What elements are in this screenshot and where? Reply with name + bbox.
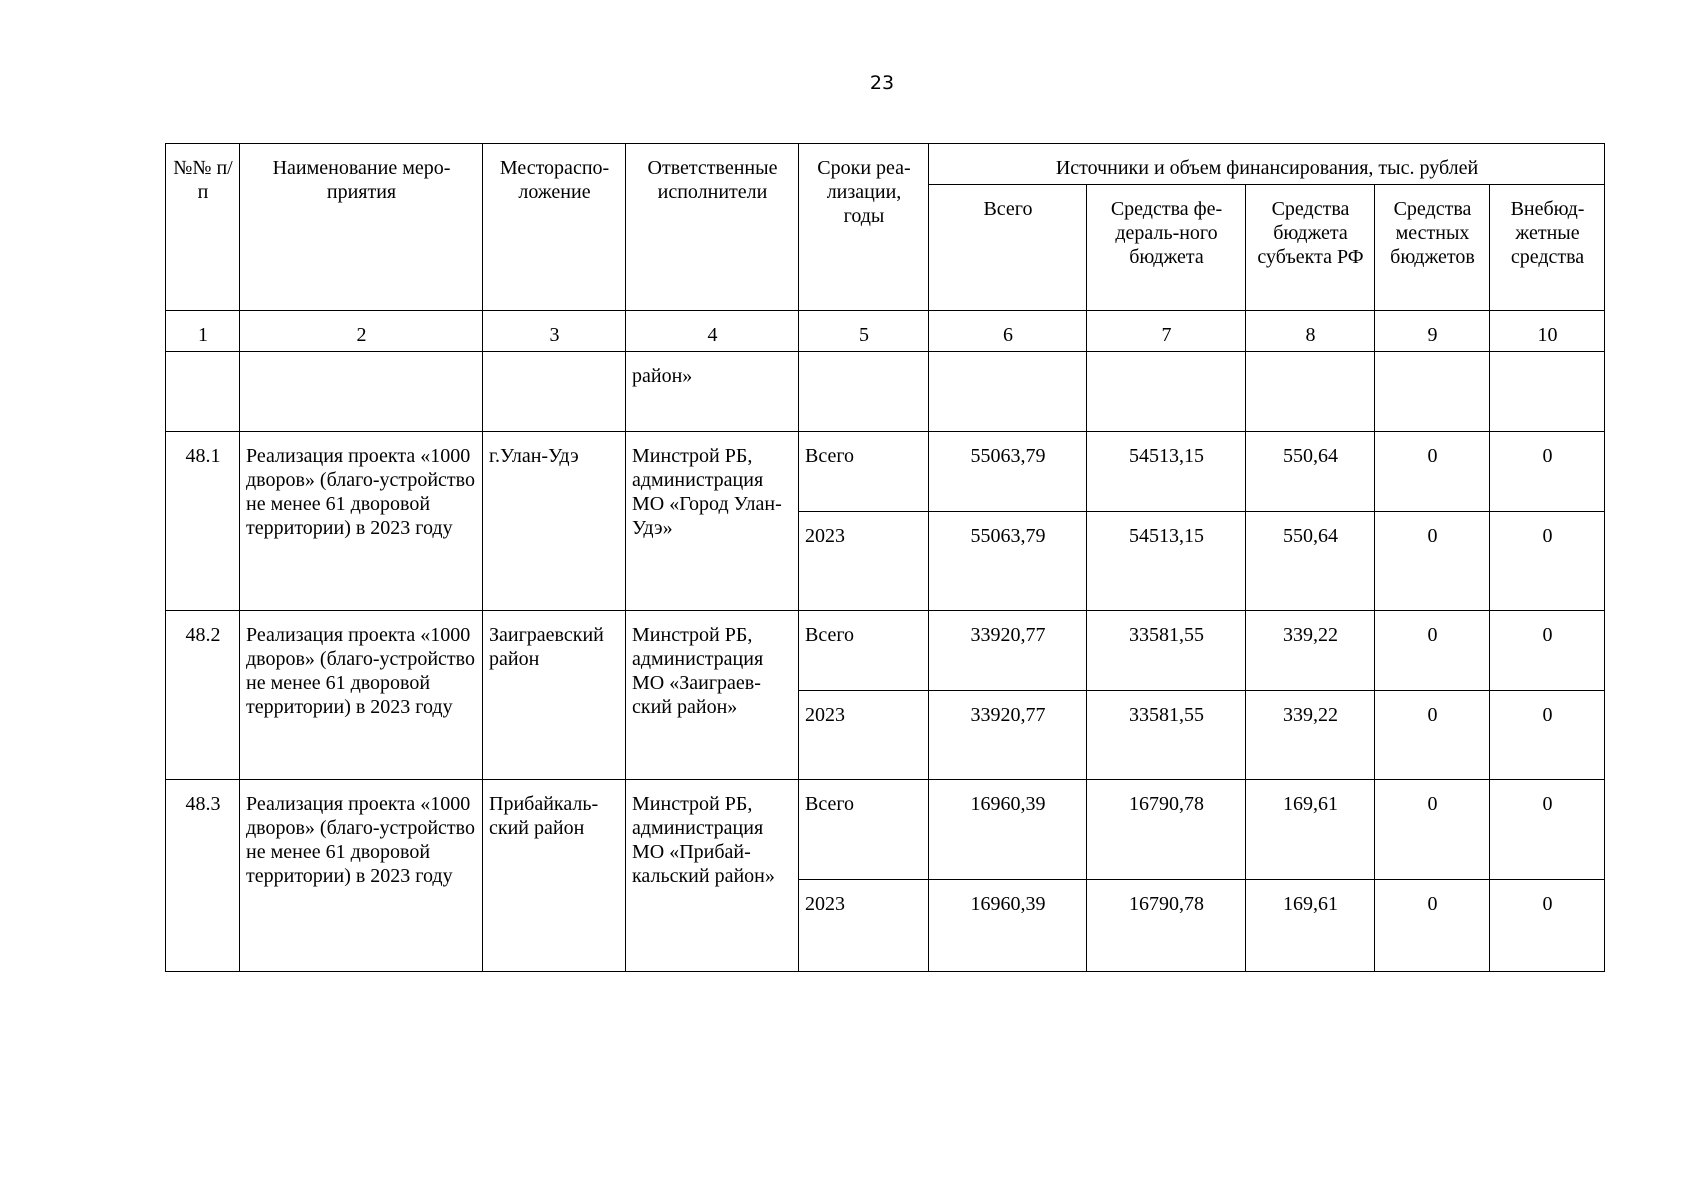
column-number: 2 (240, 311, 483, 352)
row-federal: 33581,55 (1087, 611, 1246, 691)
row-extra: 0 (1490, 512, 1605, 611)
row-location: Прибайкаль-ский район (483, 780, 626, 972)
header-financing-group: Источники и объем финансирования, тыс. рублей (929, 144, 1605, 185)
row-extra: 0 (1490, 880, 1605, 972)
row-total: 16960,39 (929, 880, 1087, 972)
row-federal: 33581,55 (1087, 691, 1246, 780)
row-number: 48.2 (166, 611, 240, 780)
row-period: 2023 (799, 880, 929, 972)
cell-empty (799, 352, 929, 432)
row-local: 0 (1375, 780, 1490, 880)
row-local: 0 (1375, 691, 1490, 780)
row-local: 0 (1375, 432, 1490, 512)
page-number: 23 (869, 72, 895, 94)
column-number: 6 (929, 311, 1087, 352)
header-period: Сроки реа-лизации, годы (799, 144, 929, 311)
row-name: Реализация проекта «1000 дворов» (благо-устройство не менее 61 дворовой территории) в 2023 году (240, 432, 483, 611)
row-regional: 339,22 (1246, 691, 1375, 780)
row-regional: 169,61 (1246, 780, 1375, 880)
row-extra: 0 (1490, 432, 1605, 512)
row-total: 16960,39 (929, 780, 1087, 880)
column-number-row (166, 311, 1605, 352)
header-federal: Средства фе-дераль-ного бюджета (1087, 185, 1246, 311)
row-executors: Минстрой РБ, администрация МО «Город Улан-Удэ» (626, 432, 799, 611)
row-local: 0 (1375, 611, 1490, 691)
row-federal: 54513,15 (1087, 512, 1246, 611)
column-number: 3 (483, 311, 626, 352)
header-local: Средства местных бюджетов (1375, 185, 1490, 311)
column-number: 1 (166, 311, 240, 352)
header-executors: Ответственные исполнители (626, 144, 799, 311)
column-number: 5 (799, 311, 929, 352)
row-period: 2023 (799, 691, 929, 780)
cell-empty (1087, 352, 1246, 432)
row-local: 0 (1375, 880, 1490, 972)
continuation-executors: район» (626, 352, 799, 432)
row-period: 2023 (799, 512, 929, 611)
row-regional: 550,64 (1246, 432, 1375, 512)
row-extra: 0 (1490, 780, 1605, 880)
row-total: 33920,77 (929, 691, 1087, 780)
table-row (166, 611, 1605, 691)
cell-empty (240, 352, 483, 432)
header-total: Всего (929, 185, 1087, 311)
row-number: 48.3 (166, 780, 240, 972)
table-row (166, 432, 1605, 512)
row-extra: 0 (1490, 611, 1605, 691)
column-number: 7 (1087, 311, 1246, 352)
row-total: 55063,79 (929, 512, 1087, 611)
row-regional: 550,64 (1246, 512, 1375, 611)
header-extra: Внебюд-жетные средства (1490, 185, 1605, 311)
header-regional: Средства бюджета субъекта РФ (1246, 185, 1375, 311)
cell-empty (483, 352, 626, 432)
row-total: 55063,79 (929, 432, 1087, 512)
row-federal: 54513,15 (1087, 432, 1246, 512)
financing-table (165, 143, 1605, 972)
cell-empty (1375, 352, 1490, 432)
row-executors: Минстрой РБ, администрация МО «Прибай-кальский район» (626, 780, 799, 972)
row-name: Реализация проекта «1000 дворов» (благо-устройство не менее 61 дворовой территории) в 2023 году (240, 611, 483, 780)
column-number: 10 (1490, 311, 1605, 352)
column-number: 4 (626, 311, 799, 352)
cell-empty (929, 352, 1087, 432)
row-period: Всего (799, 780, 929, 880)
row-local: 0 (1375, 512, 1490, 611)
row-extra: 0 (1490, 691, 1605, 780)
cell-empty (166, 352, 240, 432)
row-total: 33920,77 (929, 611, 1087, 691)
header-number: №№ п/п (166, 144, 240, 311)
row-location: г.Улан-Удэ (483, 432, 626, 611)
row-location: Заиграевский район (483, 611, 626, 780)
header-name: Наименование меро-приятия (240, 144, 483, 311)
cell-empty (1246, 352, 1375, 432)
row-federal: 16790,78 (1087, 780, 1246, 880)
row-executors: Минстрой РБ, администрация МО «Заиграев-ский район» (626, 611, 799, 780)
row-period: Всего (799, 611, 929, 691)
header-location: Местораспо-ложение (483, 144, 626, 311)
column-number: 9 (1375, 311, 1490, 352)
cell-empty (1490, 352, 1605, 432)
row-regional: 339,22 (1246, 611, 1375, 691)
row-federal: 16790,78 (1087, 880, 1246, 972)
row-period: Всего (799, 432, 929, 512)
row-regional: 169,61 (1246, 880, 1375, 972)
continuation-row (166, 352, 1605, 432)
table-row (166, 780, 1605, 880)
column-number: 8 (1246, 311, 1375, 352)
row-name: Реализация проекта «1000 дворов» (благо-устройство не менее 61 дворовой территории) в 2023 году (240, 780, 483, 972)
row-number: 48.1 (166, 432, 240, 611)
header-row (166, 144, 1605, 185)
